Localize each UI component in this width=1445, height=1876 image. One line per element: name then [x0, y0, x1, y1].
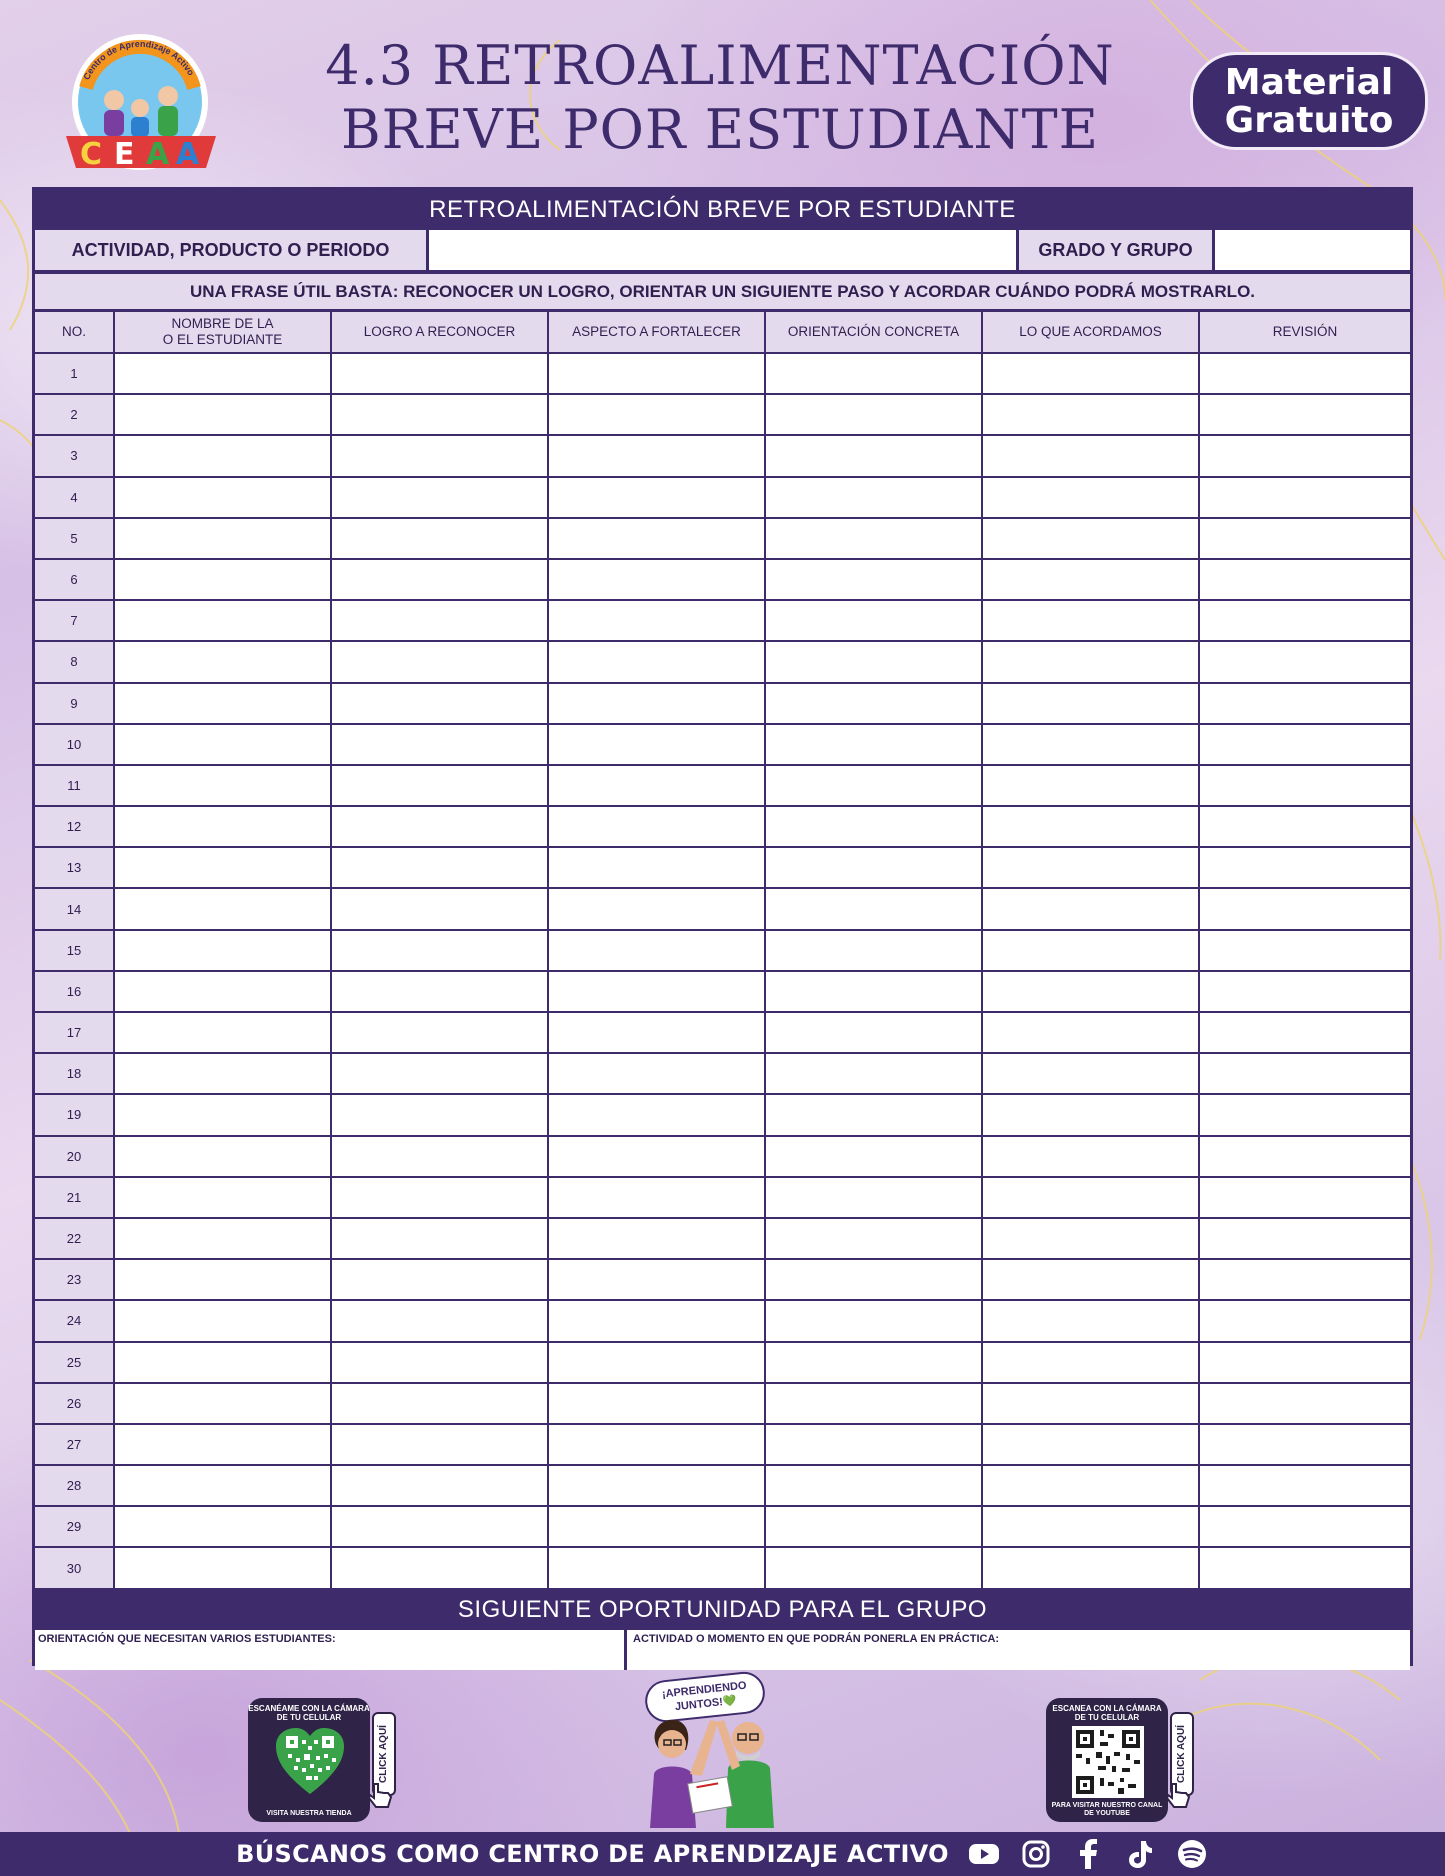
col-agreement-cell[interactable]	[982, 1383, 1199, 1424]
activity-field[interactable]	[429, 230, 1019, 270]
row-number: 11	[35, 765, 114, 806]
col-aspect-to-strengthen-cell[interactable]	[548, 641, 765, 682]
ceaa-logo	[56, 28, 226, 176]
col-agreement-cell[interactable]	[982, 518, 1199, 559]
badge-line-1: Material	[1224, 62, 1394, 103]
col-student-name-cell[interactable]	[114, 888, 331, 929]
row-number: 14	[35, 888, 114, 929]
col-agreement-cell[interactable]	[982, 641, 1199, 682]
col-aspect-to-strengthen-cell[interactable]	[548, 353, 765, 394]
col-review-cell[interactable]	[1199, 1465, 1410, 1506]
logo-letter-a1: A	[146, 137, 170, 172]
youtube-click-tab[interactable]: CLICK AQUÍ	[1170, 1712, 1194, 1796]
col-agreement-cell[interactable]	[982, 435, 1199, 476]
col-review-cell[interactable]	[1199, 971, 1410, 1012]
badge-line-2: Gratuito	[1224, 100, 1394, 141]
col-student-name-cell[interactable]	[114, 1177, 331, 1218]
col-agreement-cell[interactable]	[982, 847, 1199, 888]
col-aspect-to-strengthen-cell[interactable]	[548, 559, 765, 600]
col-review-cell[interactable]	[1199, 353, 1410, 394]
col-achievement-cell[interactable]	[331, 724, 548, 765]
facebook-icon[interactable]	[1071, 1837, 1105, 1871]
row-number: 26	[35, 1383, 114, 1424]
row-number: 4	[35, 477, 114, 518]
col-concrete-guidance-cell[interactable]	[765, 1259, 982, 1300]
col-student-name-cell[interactable]	[114, 765, 331, 806]
row-number: 19	[35, 1094, 114, 1135]
col-agreement-cell[interactable]	[982, 1300, 1199, 1341]
youtube-qr-code-icon	[1072, 1726, 1144, 1798]
spotify-icon[interactable]	[1175, 1837, 1209, 1871]
footer-bar	[0, 1832, 1445, 1876]
store-qr-code-icon	[274, 1726, 346, 1798]
col-concrete-guidance-cell[interactable]	[765, 1424, 982, 1465]
col-aspect-to-strengthen-cell[interactable]	[548, 1383, 765, 1424]
col-agreement-cell[interactable]	[982, 888, 1199, 929]
table-row	[35, 641, 1410, 682]
teachers-illustration	[640, 1710, 790, 1828]
table-row	[35, 971, 1410, 1012]
next-opportunity-title: SIGUIENTE OPORTUNIDAD PARA EL GRUPO	[35, 1590, 1410, 1630]
youtube-icon[interactable]	[967, 1837, 1001, 1871]
col-achievement-cell[interactable]	[331, 1424, 548, 1465]
col-concrete-guidance-cell[interactable]	[765, 724, 982, 765]
col-concrete-guidance-cell[interactable]	[765, 1177, 982, 1218]
table-row	[35, 930, 1410, 971]
col-achievement-cell[interactable]	[331, 683, 548, 724]
col-review-cell[interactable]	[1199, 641, 1410, 682]
col-concrete-guidance-cell[interactable]	[765, 683, 982, 724]
col-concrete-guidance-cell[interactable]	[765, 559, 982, 600]
col-student-name-cell[interactable]	[114, 641, 331, 682]
col-student-name-cell[interactable]	[114, 1259, 331, 1300]
col-student-name-cell[interactable]	[114, 1342, 331, 1383]
col-achievement-cell[interactable]	[331, 1053, 548, 1094]
col-review-cell[interactable]	[1199, 888, 1410, 929]
table-row	[35, 1218, 1410, 1259]
feedback-form	[32, 187, 1413, 1666]
col-review-cell[interactable]	[1199, 930, 1410, 971]
col-student-name-cell[interactable]	[114, 435, 331, 476]
table-row	[35, 847, 1410, 888]
col-student-name-cell[interactable]	[114, 1465, 331, 1506]
col-student-name-cell[interactable]	[114, 1136, 331, 1177]
col-agreement-cell[interactable]	[982, 765, 1199, 806]
col-agreement-cell[interactable]	[982, 559, 1199, 600]
page-title	[300, 34, 1140, 162]
col-aspect-to-strengthen-cell[interactable]	[548, 477, 765, 518]
col-agreement-cell[interactable]	[982, 683, 1199, 724]
col-student-name-cell[interactable]	[114, 1094, 331, 1135]
col-concrete-guidance-cell[interactable]	[765, 435, 982, 476]
free-material-badge	[1190, 52, 1428, 150]
col-student-name-cell[interactable]	[114, 930, 331, 971]
col-achievement-cell[interactable]	[331, 930, 548, 971]
store-qr-bottom: VISITA NUESTRA TIENDA	[266, 1810, 352, 1817]
col-agreement-cell[interactable]	[982, 1547, 1199, 1588]
col-achievement-cell[interactable]	[331, 353, 548, 394]
col-aspect-to-strengthen-cell[interactable]	[548, 1136, 765, 1177]
grade-label: GRADO Y GRUPO	[1019, 230, 1215, 270]
row-number: 21	[35, 1177, 114, 1218]
col-review-cell[interactable]	[1199, 1177, 1410, 1218]
col-achievement-cell[interactable]	[331, 1012, 548, 1053]
col-achievement-cell[interactable]	[331, 394, 548, 435]
col-aspect-to-strengthen-cell[interactable]	[548, 518, 765, 559]
col-aspect-to-strengthen-cell[interactable]	[548, 765, 765, 806]
col-aspect-to-strengthen-cell[interactable]	[548, 1506, 765, 1547]
col-aspect-to-strengthen-cell[interactable]	[548, 724, 765, 765]
group-orientation-field[interactable]	[35, 1630, 627, 1670]
col-review-cell[interactable]	[1199, 1547, 1410, 1588]
title-line-1: 4.3 RETROALIMENTACIÓN	[325, 34, 1115, 97]
col-achievement-cell[interactable]	[331, 477, 548, 518]
col-agreement-cell[interactable]	[982, 394, 1199, 435]
table-row	[35, 683, 1410, 724]
col-achievement-cell[interactable]	[331, 806, 548, 847]
row-number: 16	[35, 971, 114, 1012]
col-student-name-cell[interactable]	[114, 847, 331, 888]
col-review-cell[interactable]	[1199, 806, 1410, 847]
col-review-cell[interactable]	[1199, 1424, 1410, 1465]
col-review-cell[interactable]	[1199, 724, 1410, 765]
store-qr-caption: ESCANÉAME CON LA CÁMARA DE TU CELULAR	[248, 1704, 370, 1722]
row-number: 10	[35, 724, 114, 765]
col-agreement-cell[interactable]	[982, 724, 1199, 765]
col-student-name-cell[interactable]	[114, 559, 331, 600]
col-aspect-to-strengthen-cell[interactable]	[548, 847, 765, 888]
col-review-cell[interactable]	[1199, 477, 1410, 518]
col-aspect-to-strengthen-cell[interactable]	[548, 1218, 765, 1259]
group-orientation-label: ORIENTACIÓN QUE NECESITAN VARIOS ESTUDIANTES:	[38, 1632, 336, 1645]
col-aspect-to-strengthen-cell[interactable]	[548, 971, 765, 1012]
col-concrete-guidance-cell[interactable]	[765, 1465, 982, 1506]
table-row	[35, 1177, 1410, 1218]
col-aspect-to-strengthen-cell[interactable]	[548, 1053, 765, 1094]
col-student-name-cell[interactable]	[114, 1383, 331, 1424]
col-student-name-cell[interactable]	[114, 1218, 331, 1259]
row-number: 25	[35, 1342, 114, 1383]
col-concrete-guidance-cell[interactable]	[765, 1218, 982, 1259]
row-number: 17	[35, 1012, 114, 1053]
col-concrete-guidance-cell[interactable]	[765, 806, 982, 847]
grade-field[interactable]	[1215, 230, 1410, 270]
col-achievement-cell[interactable]	[331, 435, 548, 476]
col-student-name-cell[interactable]	[114, 683, 331, 724]
col-concrete-guidance-cell[interactable]	[765, 518, 982, 559]
table-row	[35, 1053, 1410, 1094]
col-concrete-guidance-cell[interactable]	[765, 888, 982, 929]
row-number: 18	[35, 1053, 114, 1094]
col-achievement-cell[interactable]	[331, 559, 548, 600]
col-agreement-cell[interactable]	[982, 1506, 1199, 1547]
col-concrete-guidance-cell[interactable]	[765, 765, 982, 806]
col-achievement-cell[interactable]	[331, 1342, 548, 1383]
col-agreement-cell[interactable]	[982, 1465, 1199, 1506]
table-header-row	[35, 312, 1410, 353]
col-agreement-cell[interactable]	[982, 806, 1199, 847]
col-aspect-to-strengthen-cell[interactable]	[548, 394, 765, 435]
col-review-cell[interactable]	[1199, 1053, 1410, 1094]
table-row	[35, 1424, 1410, 1465]
logo-letter-e: E	[114, 137, 135, 172]
table-row	[35, 1547, 1410, 1588]
row-number: 15	[35, 930, 114, 971]
col-review-cell[interactable]	[1199, 1506, 1410, 1547]
col-agreement-cell[interactable]	[982, 1218, 1199, 1259]
col-achievement-cell[interactable]	[331, 971, 548, 1012]
col-achievement-cell[interactable]	[331, 1259, 548, 1300]
col-student-name-cell[interactable]	[114, 971, 331, 1012]
col-concrete-guidance-cell[interactable]	[765, 971, 982, 1012]
col-concrete-guidance-cell[interactable]	[765, 1053, 982, 1094]
row-number: 2	[35, 394, 114, 435]
footer-text: BÚSCANOS COMO CENTRO DE APRENDIZAJE ACTIVO	[236, 1840, 949, 1868]
row-number: 8	[35, 641, 114, 682]
logo-letter-a2: A	[176, 137, 200, 172]
store-qr-card[interactable]	[248, 1698, 370, 1822]
col-achievement-cell[interactable]	[331, 1300, 548, 1341]
col-aspect-to-strengthen-cell[interactable]	[548, 435, 765, 476]
col-concrete-guidance-cell[interactable]	[765, 1094, 982, 1135]
table-row	[35, 600, 1410, 641]
col-review-cell[interactable]	[1199, 1218, 1410, 1259]
col-review-header: REVISIÓN	[1199, 312, 1410, 353]
col-achievement-cell[interactable]	[331, 847, 548, 888]
col-review-cell[interactable]	[1199, 683, 1410, 724]
col-student-name-cell[interactable]	[114, 1053, 331, 1094]
practice-moment-field[interactable]	[627, 1630, 1410, 1670]
store-click-tab[interactable]: CLICK AQUÍ	[372, 1712, 396, 1796]
youtube-qr-caption: ESCANEA CON LA CÁMARA DE TU CELULAR	[1052, 1704, 1162, 1722]
col-review-cell[interactable]	[1199, 1383, 1410, 1424]
col-aspect-to-strengthen-cell[interactable]	[548, 683, 765, 724]
table-row	[35, 765, 1410, 806]
col-achievement-cell[interactable]	[331, 1136, 548, 1177]
col-agreement-header: LO QUE ACORDAMOS	[982, 312, 1199, 353]
col-achievement-cell[interactable]	[331, 888, 548, 929]
col-concrete-guidance-cell[interactable]	[765, 394, 982, 435]
row-number: 6	[35, 559, 114, 600]
col-concrete-guidance-cell[interactable]	[765, 1506, 982, 1547]
col-achievement-cell[interactable]	[331, 1383, 548, 1424]
form-title: RETROALIMENTACIÓN BREVE POR ESTUDIANTE	[35, 190, 1410, 230]
instagram-icon[interactable]	[1019, 1837, 1053, 1871]
info-row	[35, 230, 1410, 272]
hand-pointer-icon	[1164, 1780, 1194, 1810]
col-concrete-guidance-cell[interactable]	[765, 930, 982, 971]
col-review-cell[interactable]	[1199, 394, 1410, 435]
col-concrete-guidance-cell[interactable]	[765, 1136, 982, 1177]
col-aspect-to-strengthen-cell[interactable]	[548, 1259, 765, 1300]
col-agreement-cell[interactable]	[982, 353, 1199, 394]
table-row	[35, 1136, 1410, 1177]
col-student-name-cell[interactable]	[114, 724, 331, 765]
table-row	[35, 394, 1410, 435]
row-number: 12	[35, 806, 114, 847]
col-student-name-cell[interactable]	[114, 518, 331, 559]
logo-arc-text: Centro de Aprendizaje Activo	[81, 38, 197, 82]
col-no-header: NO.	[35, 312, 114, 353]
col-achievement-cell[interactable]	[331, 600, 548, 641]
col-achievement-cell[interactable]	[331, 765, 548, 806]
col-achievement-cell[interactable]	[331, 1547, 548, 1588]
col-aspect-to-strengthen-cell[interactable]	[548, 1300, 765, 1341]
col-agreement-cell[interactable]	[982, 1424, 1199, 1465]
col-review-cell[interactable]	[1199, 518, 1410, 559]
col-aspect-to-strengthen-cell[interactable]	[548, 1547, 765, 1588]
table-row	[35, 477, 1410, 518]
col-student-name-cell[interactable]	[114, 353, 331, 394]
col-review-cell[interactable]	[1199, 600, 1410, 641]
col-agreement-cell[interactable]	[982, 1259, 1199, 1300]
col-review-cell[interactable]	[1199, 1094, 1410, 1135]
student-table	[35, 312, 1410, 1590]
col-agreement-cell[interactable]	[982, 1136, 1199, 1177]
table-row	[35, 806, 1410, 847]
hand-pointer-icon	[366, 1780, 396, 1810]
row-number: 28	[35, 1465, 114, 1506]
col-student-name-header: NOMBRE DE LA O EL ESTUDIANTE	[114, 312, 331, 353]
col-student-name-cell[interactable]	[114, 1424, 331, 1465]
tiktok-icon[interactable]	[1123, 1837, 1157, 1871]
row-number: 24	[35, 1300, 114, 1341]
table-row	[35, 1465, 1410, 1506]
col-student-name-cell[interactable]	[114, 600, 331, 641]
table-row	[35, 1383, 1410, 1424]
col-aspect-to-strengthen-cell[interactable]	[548, 1177, 765, 1218]
col-aspect-to-strengthen-header: ASPECTO A FORTALECER	[548, 312, 765, 353]
col-agreement-cell[interactable]	[982, 930, 1199, 971]
col-agreement-cell[interactable]	[982, 1342, 1199, 1383]
col-concrete-guidance-cell[interactable]	[765, 1300, 982, 1341]
row-number: 1	[35, 353, 114, 394]
col-achievement-cell[interactable]	[331, 1094, 548, 1135]
col-student-name-cell[interactable]	[114, 1506, 331, 1547]
table-row	[35, 888, 1410, 929]
col-student-name-cell[interactable]	[114, 394, 331, 435]
col-aspect-to-strengthen-cell[interactable]	[548, 1094, 765, 1135]
table-body	[35, 353, 1410, 1589]
table-row	[35, 1342, 1410, 1383]
instruction-text: UNA FRASE ÚTIL BASTA: RECONOCER UN LOGRO, ORIENTAR UN SIGUIENTE PASO Y ACORDAR CUÁNDO PODRÁ MOSTRARLO.	[35, 272, 1410, 312]
col-aspect-to-strengthen-cell[interactable]	[548, 888, 765, 929]
col-student-name-cell[interactable]	[114, 477, 331, 518]
col-agreement-cell[interactable]	[982, 971, 1199, 1012]
col-review-cell[interactable]	[1199, 765, 1410, 806]
logo-letter-c: C	[80, 137, 103, 172]
activity-label: ACTIVIDAD, PRODUCTO O PERIODO	[35, 230, 429, 270]
col-student-name-cell[interactable]	[114, 1300, 331, 1341]
col-review-cell[interactable]	[1199, 1300, 1410, 1341]
youtube-qr-bottom: PARA VISITAR NUESTRO CANAL DE YOUTUBE	[1051, 1802, 1163, 1817]
practice-moment-label: ACTIVIDAD O MOMENTO EN QUE PODRÁN PONERLA EN PRÁCTICA:	[633, 1632, 1000, 1645]
table-row	[35, 1259, 1410, 1300]
youtube-qr-card[interactable]	[1046, 1698, 1168, 1822]
speech-bubble: ¡APRENDIENDO JUNTOS!💚	[643, 1670, 767, 1724]
col-aspect-to-strengthen-cell[interactable]	[548, 600, 765, 641]
col-review-cell[interactable]	[1199, 847, 1410, 888]
table-row	[35, 435, 1410, 476]
col-review-cell[interactable]	[1199, 1342, 1410, 1383]
col-review-cell[interactable]	[1199, 435, 1410, 476]
col-concrete-guidance-cell[interactable]	[765, 1342, 982, 1383]
col-concrete-guidance-cell[interactable]	[765, 353, 982, 394]
table-row	[35, 1012, 1410, 1053]
col-concrete-guidance-cell[interactable]	[765, 1547, 982, 1588]
table-row	[35, 724, 1410, 765]
col-student-name-cell[interactable]	[114, 1547, 331, 1588]
col-achievement-cell[interactable]	[331, 1506, 548, 1547]
col-achievement-cell[interactable]	[331, 518, 548, 559]
col-review-cell[interactable]	[1199, 1012, 1410, 1053]
row-number: 30	[35, 1547, 114, 1588]
col-agreement-cell[interactable]	[982, 477, 1199, 518]
col-student-name-cell[interactable]	[114, 1012, 331, 1053]
row-number: 29	[35, 1506, 114, 1547]
row-number: 9	[35, 683, 114, 724]
table-row	[35, 1506, 1410, 1547]
col-review-cell[interactable]	[1199, 559, 1410, 600]
col-aspect-to-strengthen-cell[interactable]	[548, 930, 765, 971]
row-number: 22	[35, 1218, 114, 1259]
col-concrete-guidance-header: ORIENTACIÓN CONCRETA	[765, 312, 982, 353]
col-agreement-cell[interactable]	[982, 1177, 1199, 1218]
col-aspect-to-strengthen-cell[interactable]	[548, 1342, 765, 1383]
col-agreement-cell[interactable]	[982, 600, 1199, 641]
row-number: 27	[35, 1424, 114, 1465]
col-aspect-to-strengthen-cell[interactable]	[548, 1012, 765, 1053]
col-concrete-guidance-cell[interactable]	[765, 847, 982, 888]
row-number: 20	[35, 1136, 114, 1177]
row-number: 7	[35, 600, 114, 641]
row-number: 3	[35, 435, 114, 476]
col-concrete-guidance-cell[interactable]	[765, 477, 982, 518]
col-aspect-to-strengthen-cell[interactable]	[548, 1424, 765, 1465]
table-row	[35, 1300, 1410, 1341]
row-number: 23	[35, 1259, 114, 1300]
col-concrete-guidance-cell[interactable]	[765, 1012, 982, 1053]
col-concrete-guidance-cell[interactable]	[765, 641, 982, 682]
col-aspect-to-strengthen-cell[interactable]	[548, 1465, 765, 1506]
col-agreement-cell[interactable]	[982, 1094, 1199, 1135]
col-agreement-cell[interactable]	[982, 1053, 1199, 1094]
col-student-name-cell[interactable]	[114, 806, 331, 847]
col-review-cell[interactable]	[1199, 1259, 1410, 1300]
col-achievement-header: LOGRO A RECONOCER	[331, 312, 548, 353]
next-opportunity-row	[35, 1630, 1410, 1670]
table-row	[35, 353, 1410, 394]
col-aspect-to-strengthen-cell[interactable]	[548, 806, 765, 847]
table-row	[35, 559, 1410, 600]
row-number: 13	[35, 847, 114, 888]
col-review-cell[interactable]	[1199, 1136, 1410, 1177]
title-line-2: BREVE POR ESTUDIANTE	[340, 98, 1100, 161]
col-concrete-guidance-cell[interactable]	[765, 600, 982, 641]
col-achievement-cell[interactable]	[331, 1218, 548, 1259]
col-agreement-cell[interactable]	[982, 1012, 1199, 1053]
col-achievement-cell[interactable]	[331, 641, 548, 682]
table-row	[35, 518, 1410, 559]
col-achievement-cell[interactable]	[331, 1465, 548, 1506]
table-row	[35, 1094, 1410, 1135]
col-concrete-guidance-cell[interactable]	[765, 1383, 982, 1424]
row-number: 5	[35, 518, 114, 559]
col-achievement-cell[interactable]	[331, 1177, 548, 1218]
